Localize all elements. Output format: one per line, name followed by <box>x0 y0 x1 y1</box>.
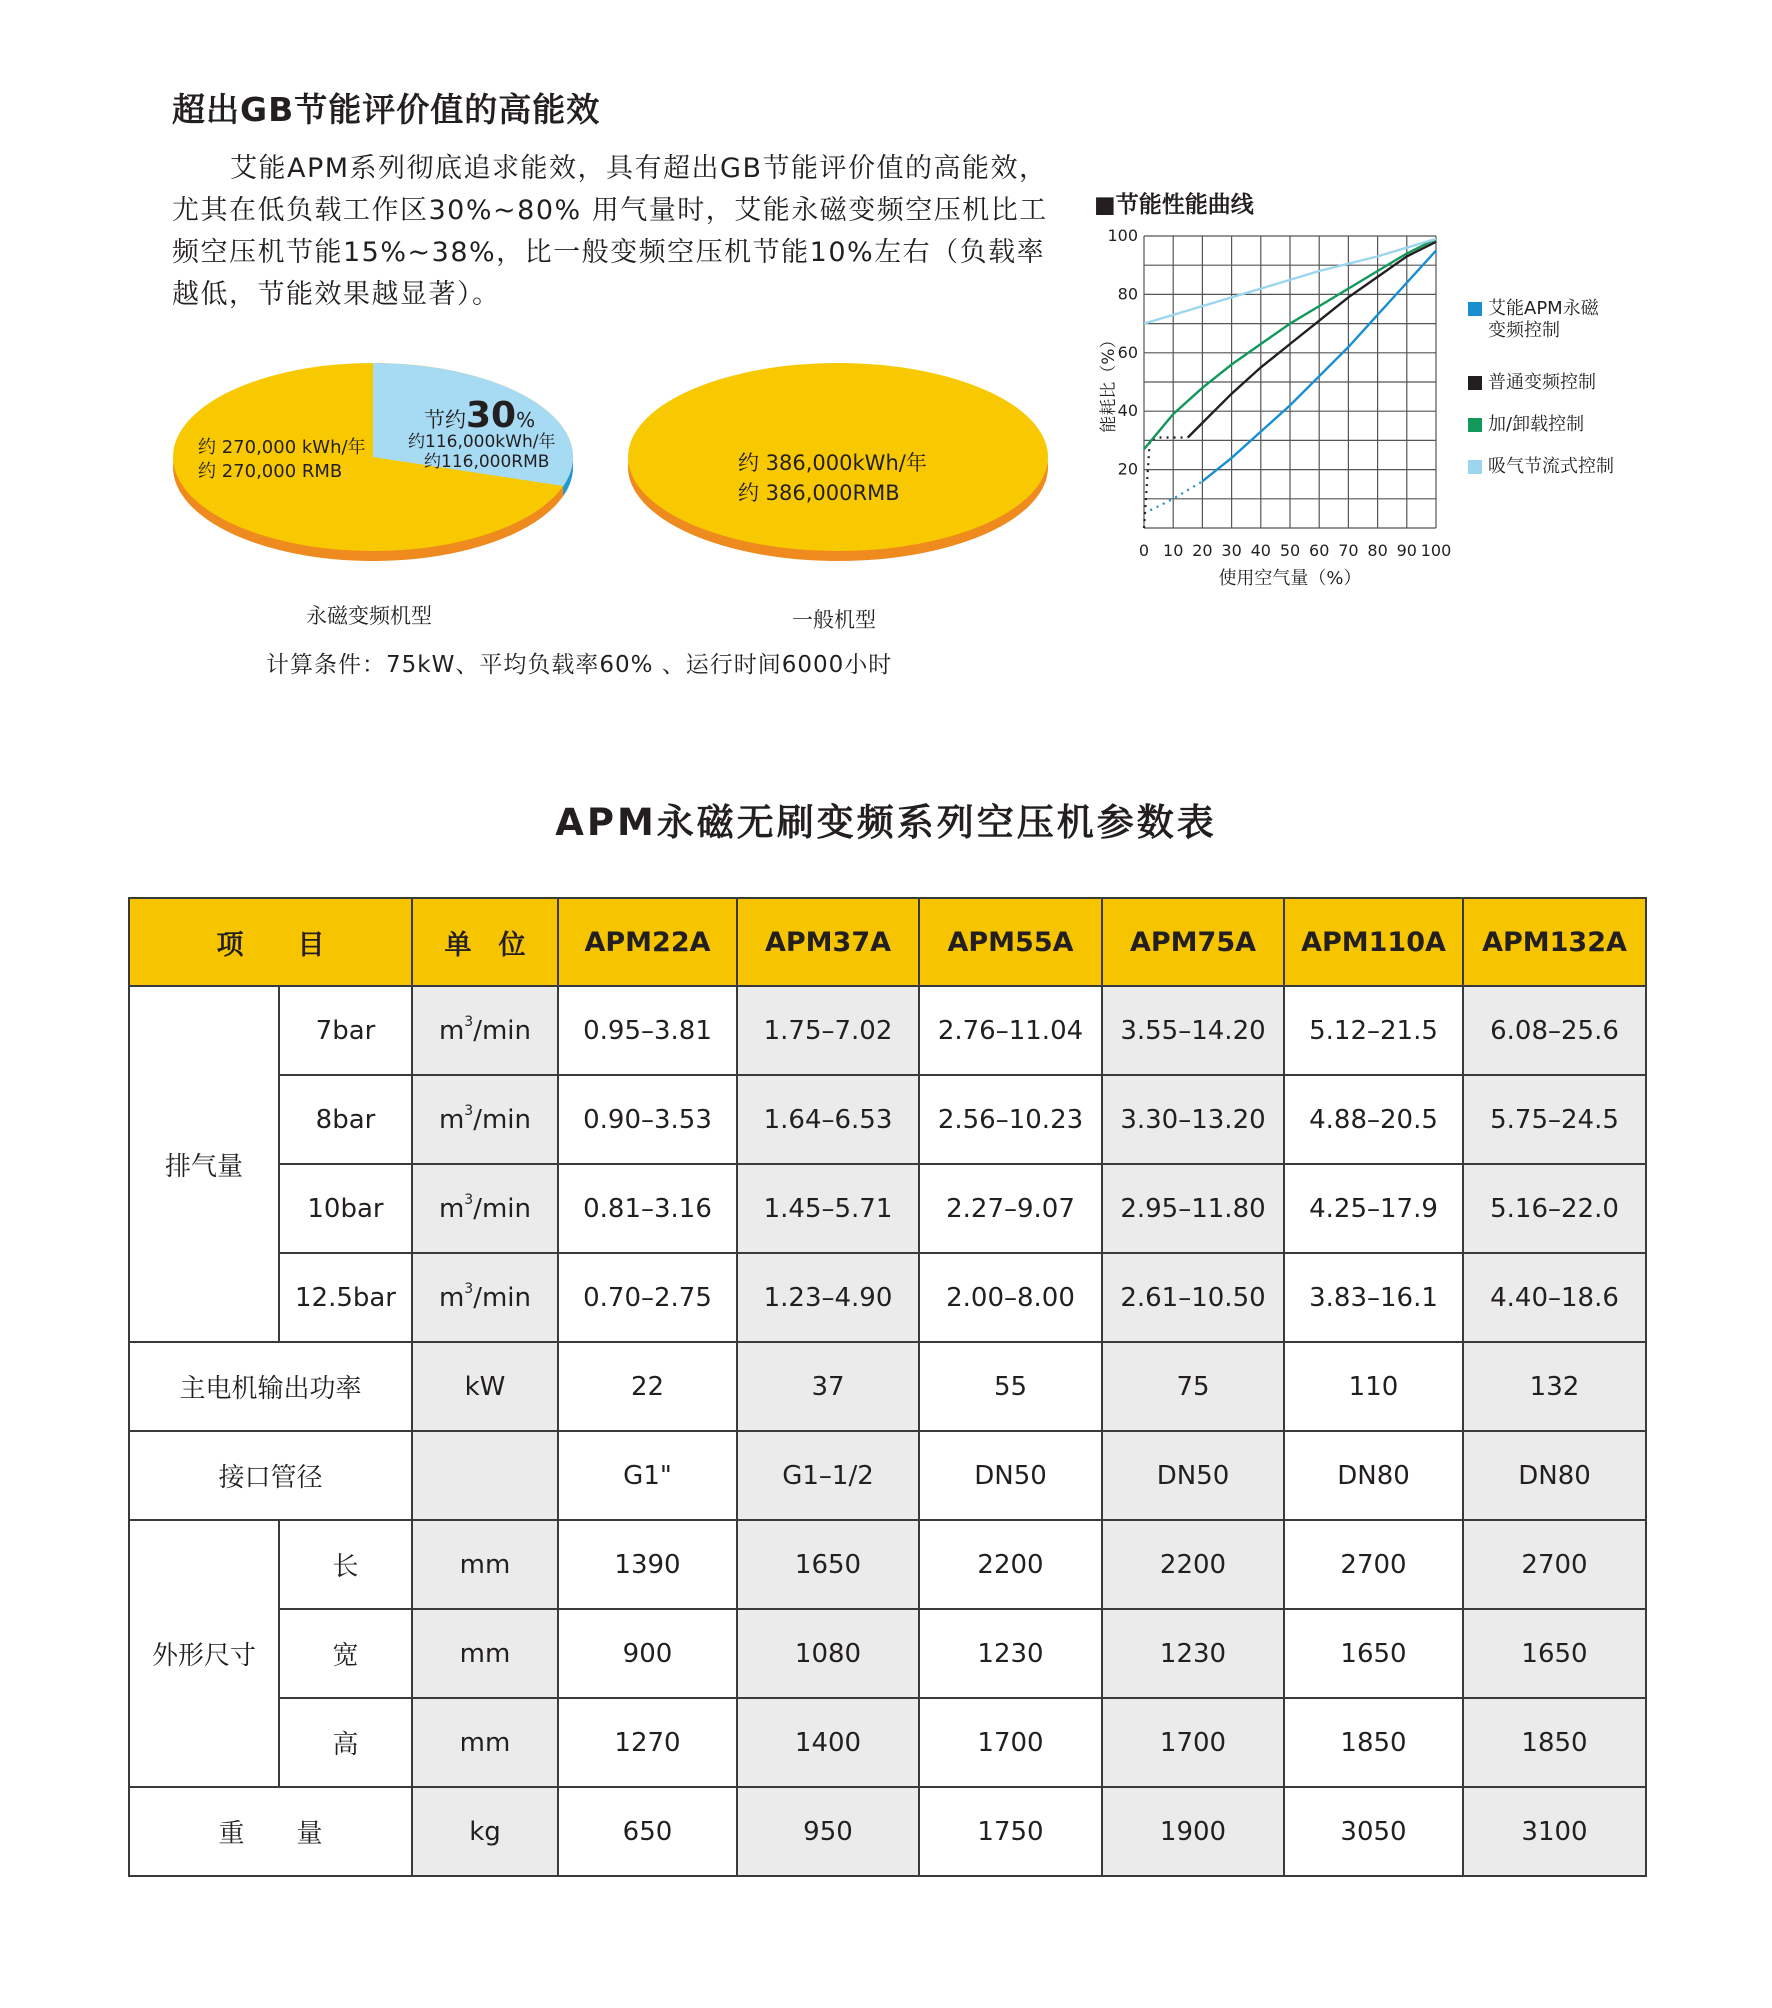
legend-item <box>1468 456 1668 478</box>
value-cell: 0.70–2.75 <box>558 1253 737 1342</box>
dimension-label: 高 <box>279 1698 412 1787</box>
pie-general-rmb: 约 386,000RMB <box>738 481 900 505</box>
series-line-dashed <box>1144 438 1188 529</box>
row-label: 主电机输出功率 <box>129 1342 412 1431</box>
x-tick-label: 0 <box>1138 541 1150 560</box>
header-model: APM110A <box>1284 898 1463 986</box>
unit-base: m <box>438 1282 465 1313</box>
x-tick-label: 70 <box>1338 541 1359 560</box>
value-cell: 1650 <box>1463 1609 1646 1698</box>
legend-swatch <box>1468 460 1482 474</box>
value-cell: DN80 <box>1463 1431 1646 1520</box>
legend-label: 加/卸载控制 <box>1488 414 1585 435</box>
value-cell: 0.95–3.81 <box>558 986 737 1075</box>
value-cell: 75 <box>1102 1342 1284 1431</box>
legend-label: 普通变频控制 <box>1488 372 1596 393</box>
value-cell: 1750 <box>919 1787 1102 1876</box>
value-cell: G1" <box>558 1431 737 1520</box>
y-axis-label: 能耗比（%） <box>1099 331 1119 433</box>
table-row <box>129 1698 1646 1787</box>
pie-apm-saving-label <box>408 395 568 472</box>
row-group-label: 排气量 <box>129 986 279 1342</box>
value-cell: 1850 <box>1284 1698 1463 1787</box>
value-cell: 5.16–22.0 <box>1463 1164 1646 1253</box>
value-cell: 650 <box>558 1787 737 1876</box>
value-cell: 2.61–10.50 <box>1102 1253 1284 1342</box>
calculation-condition: 计算条件：75kW、平均负载率60% 、运行时间6000小时 <box>266 652 893 678</box>
value-cell: 2.27–9.07 <box>919 1164 1102 1253</box>
x-tick-label: 90 <box>1396 541 1417 560</box>
value-cell: DN50 <box>919 1431 1102 1520</box>
value-cell: 1.23–4.90 <box>737 1253 919 1342</box>
value-cell: 2.00–8.00 <box>919 1253 1102 1342</box>
value-cell: 1390 <box>558 1520 737 1609</box>
y-tick-label: 80 <box>1117 284 1138 304</box>
value-cell: 1.45–5.71 <box>737 1164 919 1253</box>
pressure-label: 12.5bar <box>279 1253 412 1342</box>
unit-base: m <box>438 1104 465 1135</box>
save-unit: % <box>516 408 536 432</box>
value-cell: 1700 <box>919 1698 1102 1787</box>
save-rmb: 约116,000RMB <box>424 452 550 472</box>
x-tick-label: 60 <box>1309 541 1330 560</box>
value-cell: 1650 <box>737 1520 919 1609</box>
pipe-row <box>129 1431 1646 1520</box>
weight-row <box>129 1787 1646 1876</box>
unit-sup: 3 <box>464 1102 474 1119</box>
unit-cell: mm <box>412 1698 558 1787</box>
value-cell: 1850 <box>1463 1698 1646 1787</box>
header-model: APM22A <box>558 898 737 986</box>
value-cell: 1080 <box>737 1609 919 1698</box>
value-cell: 1650 <box>1284 1609 1463 1698</box>
y-tick-label: 40 <box>1117 401 1138 421</box>
value-cell: 900 <box>558 1609 737 1698</box>
value-cell: 6.08–25.6 <box>1463 986 1646 1075</box>
x-tick-label: 40 <box>1250 541 1271 560</box>
x-tick-label: 80 <box>1367 541 1388 560</box>
table-row <box>129 1253 1646 1342</box>
value-cell: 3100 <box>1463 1787 1646 1876</box>
value-cell: 55 <box>919 1342 1102 1431</box>
table-row <box>129 986 1646 1075</box>
value-cell: 3.55–14.20 <box>1102 986 1284 1075</box>
table-row <box>129 1520 1646 1609</box>
save-kwh: 约116,000kWh/年 <box>408 432 556 452</box>
curve-chart-title: ■节能性能曲线 <box>1094 192 1254 218</box>
value-cell: 2700 <box>1463 1520 1646 1609</box>
unit-base: m <box>438 1015 465 1046</box>
value-cell: 0.81–3.16 <box>558 1164 737 1253</box>
value-cell: 1900 <box>1102 1787 1284 1876</box>
spec-table <box>128 897 1647 1877</box>
curve-chart <box>1086 226 1466 596</box>
legend-swatch <box>1468 376 1482 390</box>
value-cell: 2.56–10.23 <box>919 1075 1102 1164</box>
intro-paragraph: 艾能APM系列彻底追求能效，具有超出GB节能评价值的高能效，尤其在低负载工作区30%~80% 用气量时，艾能永磁变频空压机比工频空压机节能15%~38%，比一般变频空压机节能10%左右（负载率越低，节能效果越显著）。 <box>172 153 1048 310</box>
x-tick-label: 100 <box>1420 541 1452 560</box>
value-cell: 2.76–11.04 <box>919 986 1102 1075</box>
unit-sup: 3 <box>464 1280 474 1297</box>
table-row <box>129 1609 1646 1698</box>
legend-swatch <box>1468 418 1482 432</box>
y-tick-label: 20 <box>1117 459 1138 479</box>
unit-cell: kW <box>412 1342 558 1431</box>
value-cell: 5.75–24.5 <box>1463 1075 1646 1164</box>
x-tick-label: 10 <box>1163 541 1184 560</box>
legend-label: 吸气节流式控制 <box>1488 456 1614 477</box>
table-row <box>129 1075 1646 1164</box>
value-cell: 1230 <box>1102 1609 1284 1698</box>
pie-general-caption: 一般机型 <box>792 608 876 632</box>
dimension-label: 长 <box>279 1520 412 1609</box>
value-cell: 4.88–20.5 <box>1284 1075 1463 1164</box>
pie-apm-kwh: 约 270,000 kWh/年 <box>198 437 366 458</box>
value-cell: 2200 <box>919 1520 1102 1609</box>
unit-base: m <box>438 1193 465 1224</box>
pie-general-consumption <box>738 448 927 508</box>
header-item: 项 目 <box>129 898 412 986</box>
pie-apm-rmb: 约 270,000 RMB <box>198 461 343 482</box>
value-cell: 5.12–21.5 <box>1284 986 1463 1075</box>
x-axis-label: 使用空气量（%） <box>1218 568 1362 589</box>
value-cell: 2200 <box>1102 1520 1284 1609</box>
value-cell: 37 <box>737 1342 919 1431</box>
value-cell: 22 <box>558 1342 737 1431</box>
value-cell: DN80 <box>1284 1431 1463 1520</box>
value-cell: 4.25–17.9 <box>1284 1164 1463 1253</box>
save-pct: 30 <box>466 395 517 436</box>
pie-apm-consumption <box>198 436 366 484</box>
save-prefix: 节约 <box>424 408 466 432</box>
unit-cell: mm <box>412 1520 558 1609</box>
x-tick-label: 30 <box>1221 541 1242 560</box>
legend-label: 艾能APM永磁变频控制 <box>1488 298 1599 341</box>
value-cell: 1700 <box>1102 1698 1284 1787</box>
unit-cell <box>412 1431 558 1520</box>
header-model: APM75A <box>1102 898 1284 986</box>
pressure-label: 10bar <box>279 1164 412 1253</box>
value-cell: DN50 <box>1102 1431 1284 1520</box>
header-unit: 单 位 <box>412 898 558 986</box>
value-cell: 2700 <box>1284 1520 1463 1609</box>
value-cell: 1400 <box>737 1698 919 1787</box>
row-label: 重 量 <box>129 1787 412 1876</box>
pressure-label: 8bar <box>279 1075 412 1164</box>
pressure-label: 7bar <box>279 986 412 1075</box>
table-header-row <box>129 898 1646 986</box>
x-tick-label: 50 <box>1279 541 1301 560</box>
unit-sup: 3 <box>464 1191 474 1208</box>
value-cell: 1.64–6.53 <box>737 1075 919 1164</box>
unit-tail: /min <box>473 1193 532 1224</box>
unit-cell <box>412 1075 558 1164</box>
value-cell: 4.40–18.6 <box>1463 1253 1646 1342</box>
value-cell: 0.90–3.53 <box>558 1075 737 1164</box>
row-group-label: 外形尺寸 <box>129 1520 279 1787</box>
y-tick-label: 100 <box>1107 226 1138 245</box>
legend-item <box>1468 372 1668 394</box>
series-line <box>1188 242 1436 438</box>
value-cell: 1230 <box>919 1609 1102 1698</box>
value-cell: 950 <box>737 1787 919 1876</box>
dimension-label: 宽 <box>279 1609 412 1698</box>
unit-cell: kg <box>412 1787 558 1876</box>
curve-legend <box>1468 298 1668 498</box>
header-model: APM132A <box>1463 898 1646 986</box>
header-model: APM37A <box>737 898 919 986</box>
unit-tail: /min <box>473 1015 532 1046</box>
unit-tail: /min <box>473 1282 532 1313</box>
row-label: 接口管径 <box>129 1431 412 1520</box>
value-cell: 3.30–13.20 <box>1102 1075 1284 1164</box>
header-model: APM55A <box>919 898 1102 986</box>
x-tick-label: 20 <box>1192 541 1213 560</box>
value-cell: 1.75–7.02 <box>737 986 919 1075</box>
table-row <box>129 1164 1646 1253</box>
value-cell: 1270 <box>558 1698 737 1787</box>
unit-tail: /min <box>473 1104 532 1135</box>
table-title: APM永磁无刷变频系列空压机参数表 <box>555 801 1217 844</box>
value-cell: 2.95–11.80 <box>1102 1164 1284 1253</box>
value-cell: 110 <box>1284 1342 1463 1431</box>
unit-cell <box>412 986 558 1075</box>
unit-cell <box>412 1253 558 1342</box>
unit-cell <box>412 1164 558 1253</box>
legend-swatch <box>1468 302 1482 316</box>
motor-row <box>129 1342 1646 1431</box>
unit-sup: 3 <box>464 1013 474 1030</box>
legend-item <box>1468 298 1668 342</box>
value-cell: G1–1/2 <box>737 1431 919 1520</box>
value-cell: 132 <box>1463 1342 1646 1431</box>
value-cell: 3.83–16.1 <box>1284 1253 1463 1342</box>
section-title: 超出GB节能评价值的高能效 <box>172 90 601 129</box>
unit-cell: mm <box>412 1609 558 1698</box>
legend-item <box>1468 414 1668 436</box>
pie-apm-caption: 永磁变频机型 <box>306 604 432 628</box>
pie-general-kwh: 约 386,000kWh/年 <box>738 451 927 475</box>
y-tick-label: 60 <box>1117 342 1138 362</box>
value-cell: 3050 <box>1284 1787 1463 1876</box>
